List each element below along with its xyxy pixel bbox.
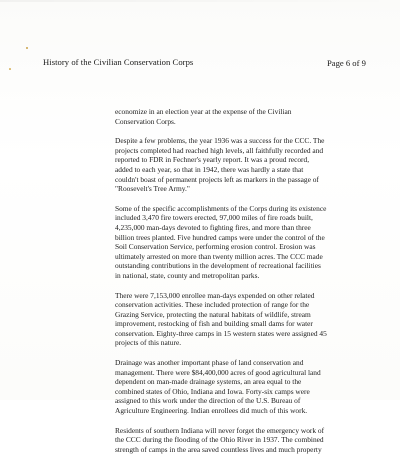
text-line: couldn't boast of permanent projects left as markers in the passage of xyxy=(115,174,319,184)
text-line: combined states of Ohio, Indiana and Iowa. Forty-six camps were xyxy=(115,386,310,396)
paragraph xyxy=(115,136,369,194)
text-line: Residents of southern Indiana will never forget the emergency work of xyxy=(115,425,325,435)
text-line: projects of this nature. xyxy=(115,338,182,348)
text-line: 4,235,000 man-days devoted to fighting fires, and more than three xyxy=(115,222,311,232)
page-number: Page 6 of 9 xyxy=(327,58,366,68)
text-line: Conservation Corps. xyxy=(115,116,176,126)
text-line: improvement, restocking of fish and building small dams for water xyxy=(115,319,313,329)
text-line: the CCC during the flooding of the Ohio River in 1937. The combined xyxy=(115,435,324,445)
text-line: "Roosevelt's Tree Army." xyxy=(115,184,190,194)
paragraph xyxy=(115,107,369,126)
text-line: economize in an election year at the expense of the Civilian xyxy=(115,107,292,116)
paragraph xyxy=(115,291,369,349)
text-line: Grazing Service, protecting the natural habitats of wildlife, stream xyxy=(115,309,311,319)
text-line: strength of camps in the area saved countless lives and much property xyxy=(115,444,322,454)
running-header-title: History of the Civilian Conservation Corps xyxy=(43,57,194,67)
text-line: included 3,470 fire towers erected, 97,000 miles of fire roads built, xyxy=(115,213,313,223)
text-line: Drainage was another important phase of land conservation and xyxy=(115,358,304,368)
text-line: outstanding contributions in the development of recreational facilities xyxy=(115,261,321,271)
text-line: in national, state, county and metropolitan parks. xyxy=(115,270,260,280)
paragraph xyxy=(115,358,369,416)
body-text-column xyxy=(115,107,369,464)
text-line: Soil Conservation Service, performing erosion control. Erosion was xyxy=(115,242,316,252)
text-line: Agriculture Engineering. Indian enrollees did much of this work. xyxy=(115,406,308,416)
scan-speck xyxy=(26,47,28,49)
scan-edge-shadow xyxy=(0,0,400,2)
text-line: billion trees planted. Five hundred camps were under the control of the xyxy=(115,232,325,242)
text-line: management. There were $84,400,000 acres of good agricultural land xyxy=(115,367,321,377)
text-line: Some of the specific accomplishments of the Corps during its existence xyxy=(115,203,327,213)
text-line: assigned to this work under the direction of the U.S. Bureau of xyxy=(115,396,301,406)
text-line: conservation. Eighty-three camps in 15 western states were assigned 45 xyxy=(115,328,327,338)
text-line: ultimately arrested on more than twenty million acres. The CCC made xyxy=(115,251,323,261)
text-line: added to each year, so that in 1942, there was hardly a state that xyxy=(115,164,304,174)
text-line: conservation activities. These included protection of range for the xyxy=(115,300,310,310)
text-line: projects completed had reached high levels, all faithfully recorded and xyxy=(115,145,324,155)
text-line: reported to FDR in Fechner's yearly report. It was a proud record, xyxy=(115,155,310,165)
text-line: There were 7,153,000 enrollee man-days expended on other related xyxy=(115,290,315,300)
paragraph xyxy=(115,426,369,455)
text-line: Despite a few problems, the year 1936 was a success for the CCC. The xyxy=(115,136,325,146)
paragraph xyxy=(115,204,369,281)
scan-speck xyxy=(9,68,11,70)
text-line: dependent on man-made drainage systems, an area equal to the xyxy=(115,377,302,387)
